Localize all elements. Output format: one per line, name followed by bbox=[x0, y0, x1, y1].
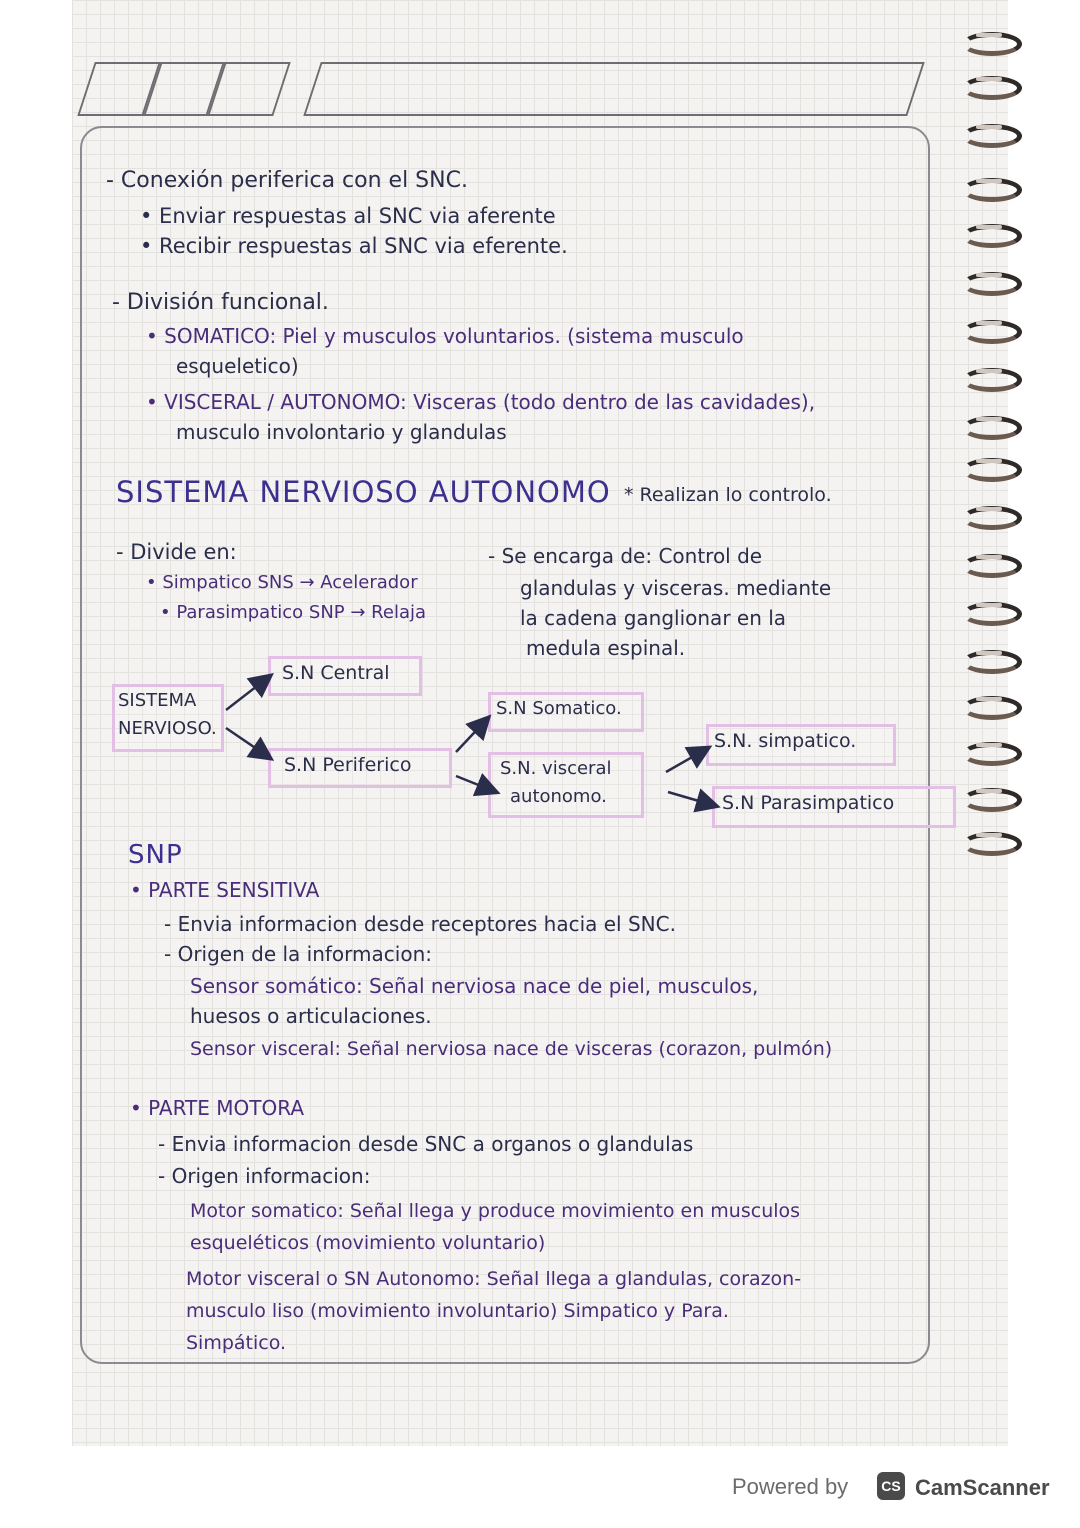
encarga-line-2: glandulas y visceras. mediante bbox=[520, 576, 832, 600]
sistema-label-2: NERVIOSO. bbox=[118, 718, 217, 739]
section2-heading: - División funcional. bbox=[112, 290, 329, 315]
encarga-line-3: la cadena ganglionar en la bbox=[520, 606, 787, 630]
central-label: S.N Central bbox=[282, 662, 390, 684]
section1-bullet-2: • Recibir respuestas al SNC via eferente. bbox=[140, 234, 568, 258]
encarga-line-1: - Se encarga de: Control de bbox=[488, 544, 763, 568]
parasimpatico-line: • Parasimpatico SNP → Relaja bbox=[160, 602, 427, 623]
sensitiva-line-3: Sensor somático: Señal nerviosa nace de piel, musculos, bbox=[190, 974, 759, 998]
simpatico-line: • Simpatico SNS → Acelerador bbox=[146, 572, 418, 593]
motora-line-5: Motor visceral o SN Autonomo: Señal llega a glandulas, corazon- bbox=[186, 1268, 802, 1290]
motora-line-6: musculo liso (movimiento involuntario) Simpatico y Para. bbox=[186, 1300, 729, 1322]
divide-label: - Divide en: bbox=[116, 540, 237, 564]
somatico-line-2: esqueletico) bbox=[176, 354, 299, 378]
camscanner-logo-icon: CS bbox=[877, 1472, 905, 1500]
sensitiva-title: • PARTE SENSITIVA bbox=[130, 878, 320, 902]
camscanner-name: CamScanner bbox=[915, 1475, 1050, 1500]
visceral-line-1: • VISCERAL / AUTONOMO: Visceras (todo dentro de las cavidades), bbox=[146, 390, 816, 414]
somatico-label: S.N Somatico. bbox=[496, 698, 622, 719]
motora-line-4: esqueléticos (movimiento voluntario) bbox=[190, 1232, 546, 1254]
sna-title: SISTEMA NERVIOSO AUTONOMO bbox=[116, 475, 611, 509]
simpatico-label: S.N. simpatico. bbox=[714, 730, 857, 752]
periferico-label: S.N Periferico bbox=[284, 754, 412, 776]
motora-line-1: - Envia informacion desde SNC a organos o glandulas bbox=[158, 1132, 694, 1156]
sna-note: * Realizan lo controlo. bbox=[624, 484, 832, 506]
parasimpatico-label: S.N Parasimpatico bbox=[722, 792, 895, 814]
sensitiva-line-1: - Envia informacion desde receptores hacia el SNC. bbox=[164, 912, 676, 936]
powered-by-text: Powered by bbox=[732, 1474, 849, 1499]
sensitiva-line-2: - Origen de la informacion: bbox=[164, 942, 432, 966]
encarga-line-4: medula espinal. bbox=[526, 636, 686, 660]
visceral-label-1: S.N. visceral bbox=[500, 758, 612, 779]
motora-line-3: Motor somatico: Señal llega y produce movimiento en musculos bbox=[190, 1200, 801, 1222]
section1-heading: - Conexión periferica con el SNC. bbox=[106, 168, 468, 193]
sistema-label-1: SISTEMA bbox=[118, 690, 197, 711]
motora-title: • PARTE MOTORA bbox=[130, 1096, 304, 1120]
somatico-line-1: • SOMATICO: Piel y musculos voluntarios. (sistema musculo bbox=[146, 324, 744, 348]
visceral-line-2: musculo involontario y glandulas bbox=[176, 420, 507, 444]
sensitiva-line-4: huesos o articulaciones. bbox=[190, 1004, 432, 1028]
snp-title: SNP bbox=[128, 840, 183, 870]
motora-line-2: - Origen informacion: bbox=[158, 1164, 371, 1188]
sensitiva-line-5: Sensor visceral: Señal nerviosa nace de visceras (corazon, pulmón) bbox=[190, 1038, 833, 1060]
visceral-label-2: autonomo. bbox=[510, 786, 607, 807]
motora-line-7: Simpático. bbox=[186, 1332, 287, 1354]
section1-bullet-1: • Enviar respuestas al SNC via aferente bbox=[140, 204, 556, 228]
